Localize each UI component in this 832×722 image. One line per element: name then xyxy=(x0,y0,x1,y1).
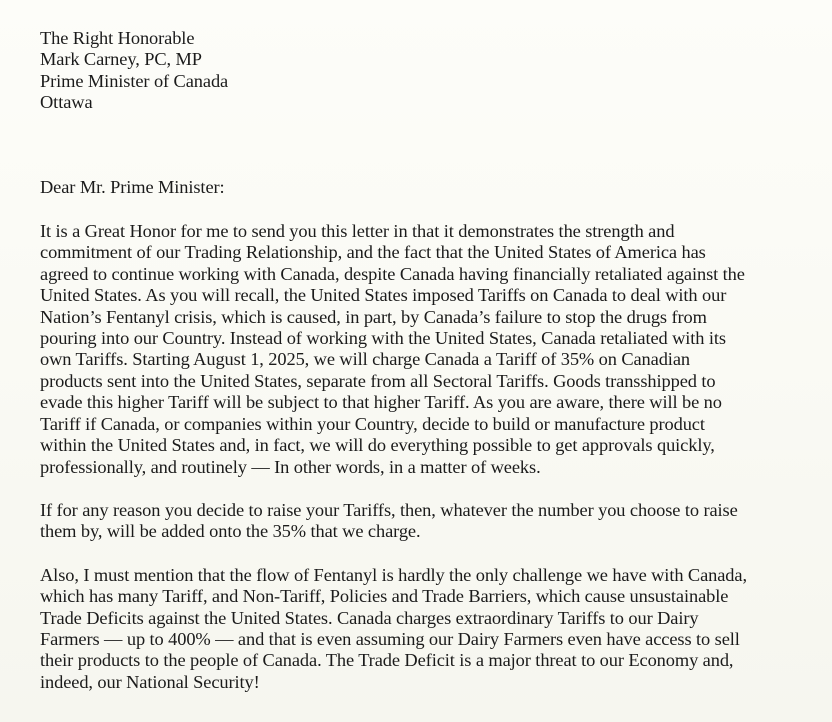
paragraph-line: Tariff if Canada, or companies within your Country, decide to build or manufacture product xyxy=(40,413,705,434)
paragraph-line: them by, will be added onto the 35% that we charge. xyxy=(40,521,421,542)
address-line-city: Ottawa xyxy=(40,92,93,113)
salutation: Dear Mr. Prime Minister: xyxy=(40,176,225,197)
paragraph-line: United States. As you will recall, the United States imposed Tariffs on Canada to deal with our xyxy=(40,285,727,306)
paragraph-line: which has many Tariff, and Non-Tariff, Policies and Trade Barriers, which cause unsustainable xyxy=(40,586,729,607)
paragraph-line: professionally, and routinely — In other words, in a matter of weeks. xyxy=(40,456,541,477)
paragraph-line: Also, I must mention that the flow of Fentanyl is hardly the only challenge we have with Canada, xyxy=(40,564,747,585)
paragraph-line: Nation’s Fentanyl crisis, which is caused, in part, by Canada’s failure to stop the drugs from xyxy=(40,306,707,327)
paragraph-line: products sent into the United States, separate from all Sectoral Tariffs. Goods transshipped to xyxy=(40,370,716,391)
paragraph-line: evade this higher Tariff will be subject to that higher Tariff. As you are aware, there will be no xyxy=(40,392,722,413)
paragraph-2 xyxy=(40,500,810,543)
address-line-position: Prime Minister of Canada xyxy=(40,70,229,91)
paragraph-line: If for any reason you decide to raise your Tariffs, then, whatever the number you choose to raise xyxy=(40,499,738,520)
paragraph-line: commitment of our Trading Relationship, and the fact that the United States of America has xyxy=(40,242,706,263)
paragraph-line: own Tariffs. Starting August 1, 2025, we will charge Canada a Tariff of 35% on Canadian xyxy=(40,349,690,370)
address-line-name: Mark Carney, PC, MP xyxy=(40,49,202,70)
paragraph-line: It is a Great Honor for me to send you this letter in that it demonstrates the strength and xyxy=(40,221,675,242)
recipient-address-block xyxy=(40,28,810,114)
paragraph-line: Trade Deficits against the United States. Canada charges extraordinary Tariffs to our Dairy xyxy=(40,607,699,628)
paragraph-line: pouring into our Country. Instead of working with the United States, Canada retaliated with its xyxy=(40,328,726,349)
paragraph-line: agreed to continue working with Canada, despite Canada having financially retaliated against the xyxy=(40,263,745,284)
paragraph-1 xyxy=(40,221,810,478)
letter-body xyxy=(40,28,810,693)
address-line-title: The Right Honorable xyxy=(40,28,195,48)
paragraph-3 xyxy=(40,565,810,693)
paragraph-line: indeed, our National Security! xyxy=(40,671,260,692)
paragraph-line: within the United States and, in fact, we will do everything possible to get approvals quickly, xyxy=(40,435,715,456)
paragraph-line: Farmers — up to 400% — and that is even assuming our Dairy Farmers even have access to sell xyxy=(40,628,740,649)
paragraph-line: their products to the people of Canada. The Trade Deficit is a major threat to our Economy and, xyxy=(40,650,734,671)
